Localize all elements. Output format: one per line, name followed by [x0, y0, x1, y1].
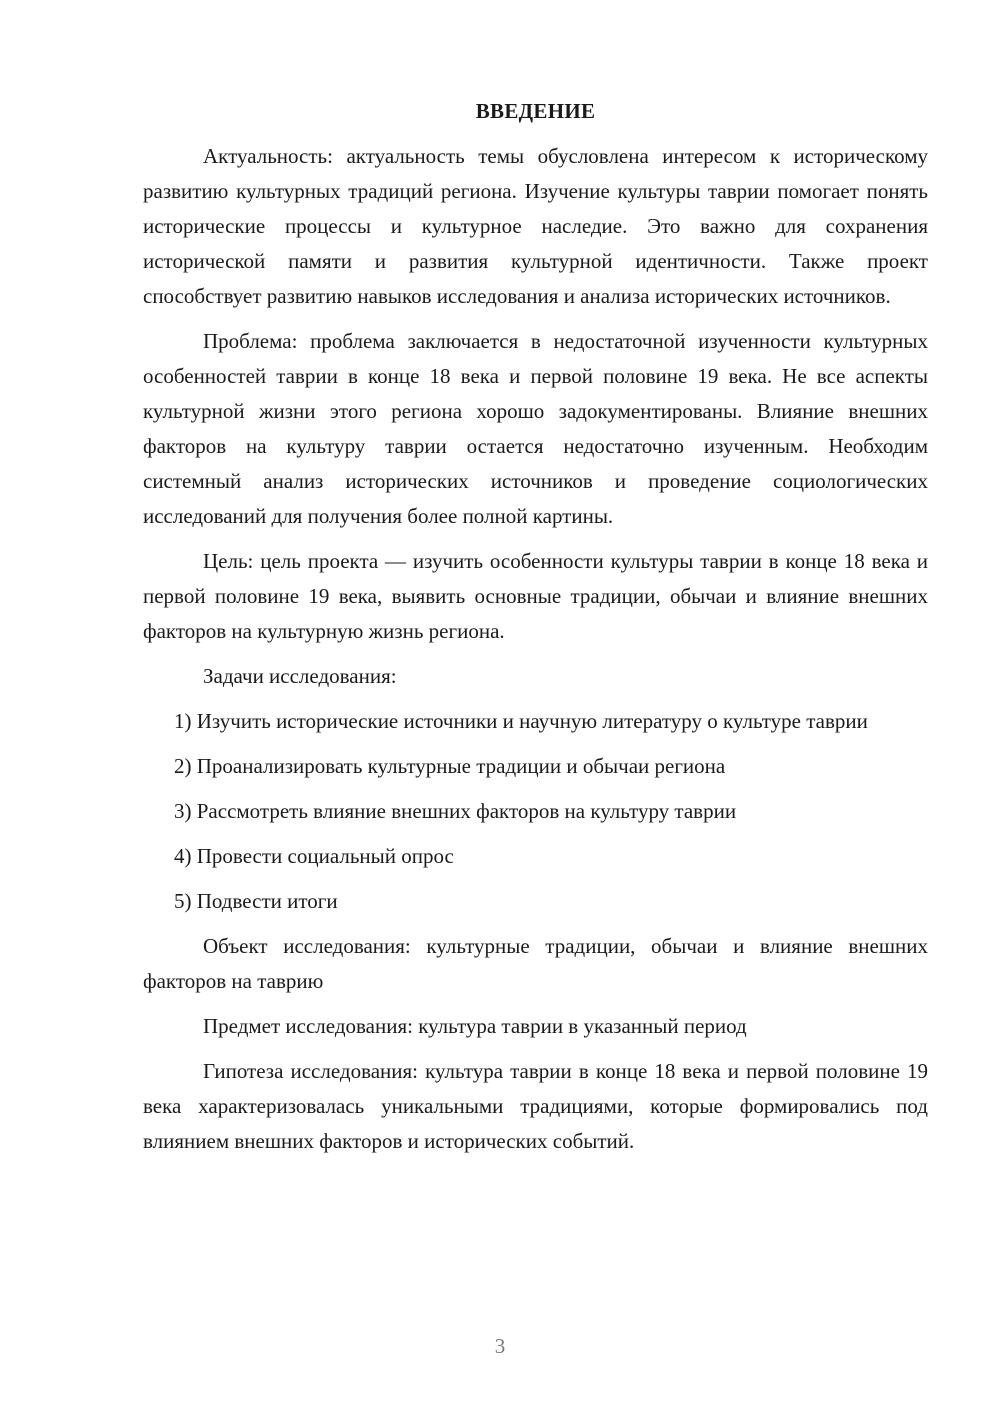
task-item-3: 3) Рассмотреть влияние внешних факторов на культуру таврии — [174, 799, 737, 823]
relevance-paragraph: Актуальность: актуальность темы обусловлена интересом к историческому развитию культурных традиций региона. Изучение культуры таврии помогает понять исторические процессы и культурное наследие. Это важно для сохранения исторической памяти и развития культурной идентичности. Также проект способствует развитию навыков исследования и анализа исторических источников. — [143, 144, 928, 308]
subject-paragraph: Предмет исследования: культура таврии в указанный период — [203, 1014, 747, 1038]
goal-paragraph: Цель: цель проекта — изучить особенности культуры таврии в конце 18 века и первой половине 19 века, выявить основные традиции, обычаи и влияние внешних факторов на культурную жизнь региона. — [143, 549, 928, 643]
object-paragraph: Объект исследования: культурные традиции, обычаи и влияние внешних факторов на таврию — [143, 934, 928, 993]
task-item-4: 4) Провести социальный опрос — [174, 844, 454, 868]
page-number: 3 — [494, 1334, 506, 1358]
problem-paragraph: Проблема: проблема заключается в недостаточной изученности культурных особенностей таврии в конце 18 века и первой половине 19 века. Не все аспекты культурной жизни этого региона хорошо задокументированы. Влияние внешних факторов на культуру таврии остается недостаточно изученным. Необходим системный анализ исторических источников и проведение социологических исследований для получения более полной картины. — [143, 329, 928, 528]
section-heading: ВВЕДЕНИЕ — [475, 99, 596, 123]
hypothesis-paragraph: Гипотеза исследования: культура таврии в конце 18 века и первой половине 19 века характеризовалась уникальными традициями, которые формировались под влиянием внешних факторов и исторических событий. — [143, 1059, 928, 1153]
task-item-2: 2) Проанализировать культурные традиции и обычаи региона — [174, 754, 726, 778]
document-body — [143, 94, 928, 1169]
task-item-1: 1) Изучить исторические источники и научную литературу о культуре таврии — [174, 709, 868, 733]
task-item-5: 5) Подвести итоги — [174, 889, 338, 913]
tasks-heading: Задачи исследования: — [203, 664, 397, 688]
